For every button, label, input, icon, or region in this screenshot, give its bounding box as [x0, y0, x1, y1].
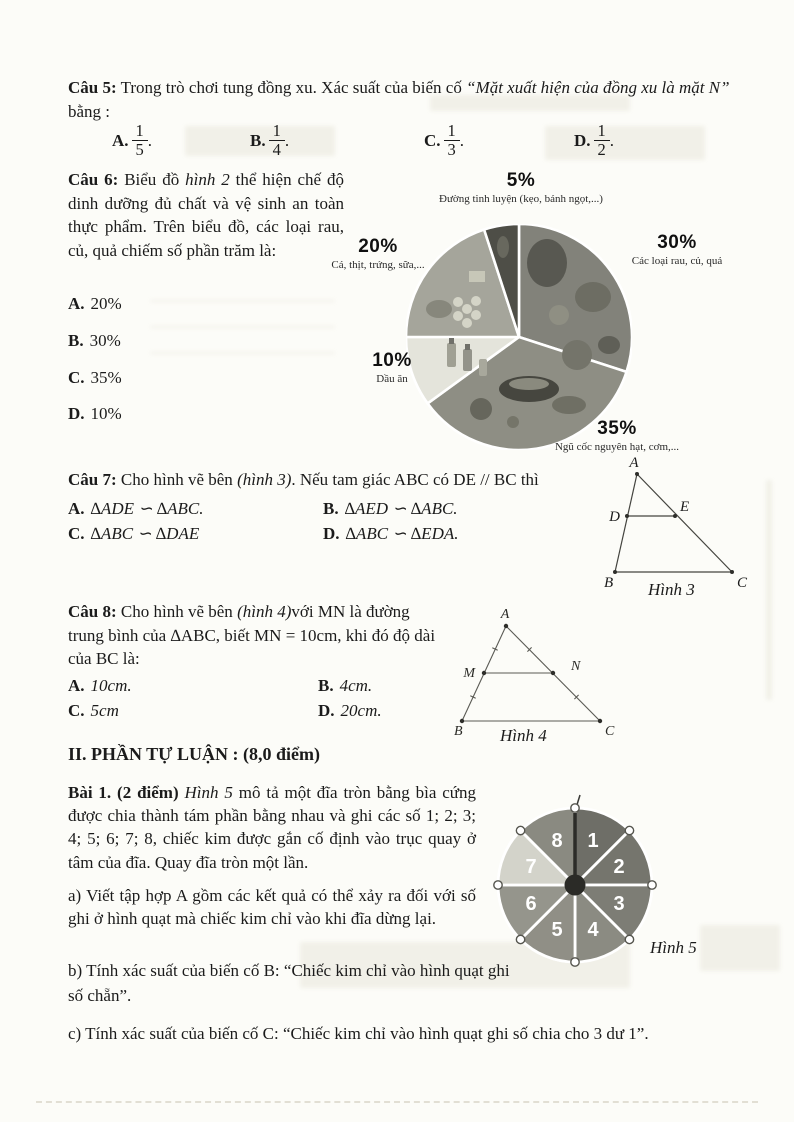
question-5: [68, 76, 740, 123]
point-label-D: D: [609, 509, 620, 525]
fraction-denominator: 2: [597, 140, 606, 160]
figure-3-lines: [615, 474, 732, 572]
question-7-tail: . Nếu tam giác ABC có DE // BC thì: [291, 470, 539, 489]
q7-option-d-value: ∆ABC ∽ ∆EDA.: [345, 524, 459, 543]
q7-option-a: [68, 499, 203, 519]
fraction-1-5: [132, 122, 148, 159]
question-7: [68, 468, 628, 492]
section-2-title: II. PHẦN TỰ LUẬN : (8,0 điểm): [68, 744, 320, 764]
bleedthrough-artifact: [150, 300, 335, 302]
fraction-numerator: 1: [444, 122, 460, 141]
q8-option-c-letter: C.: [68, 701, 85, 720]
problem-1-text: mô tả một đĩa tròn bằng bìa cứng được chia thành tám phần bằng nhau và ghi các số 1; 2; 3; 4; 5; 6; 7; 8, chiếc kim được gắn cố định vào trục quay ở tâm của đĩa. Quay đĩa tròn một lần.: [68, 783, 477, 872]
question-5-text: Trong trò chơi tung đồng xu. Xác suất của biến cố: [116, 78, 467, 97]
pie-category: Các loại rau, củ, quả: [631, 255, 723, 267]
q5-option-d: [574, 122, 614, 159]
q5-option-b-letter: B.: [250, 130, 266, 150]
problem-1-part-b: b) Tính xác suất của biến cố B: “Chiếc kim chỉ vào hình quạt ghi số chẵn”.: [68, 961, 510, 1005]
q8-option-a: [68, 676, 132, 696]
q6-option-c-letter: C.: [68, 368, 85, 387]
q8-option-c: [68, 701, 119, 721]
point-label-C: C: [737, 575, 748, 591]
bleedthrough-artifact: [700, 925, 780, 971]
q8-option-b-letter: B.: [318, 676, 334, 695]
q8-option-a-value: 10cm.: [90, 676, 132, 695]
q7-option-c-letter: C.: [68, 524, 85, 543]
q7-option-a-letter: A.: [68, 499, 85, 518]
question-8-text: Cho hình vẽ bên: [116, 602, 238, 621]
q6-option-b-value: 30%: [89, 331, 121, 350]
pie-label-30pct: [597, 232, 757, 268]
problem-1-part-c: c) Tính xác suất của biến cố C: “Chiếc kim chỉ vào hình quạt ghi số chia cho 3 dư 1”.: [68, 1024, 649, 1043]
point-label-E: E: [680, 499, 690, 515]
q6-option-a: [68, 294, 122, 314]
figure-3-caption: Hình 3: [648, 580, 695, 599]
pie-percent: 5%: [506, 170, 536, 191]
q5-option-b: [250, 122, 289, 159]
q8-option-d-letter: D.: [318, 701, 335, 720]
question-7-text: Cho hình vẽ bên: [116, 470, 238, 489]
q5-option-d-letter: D.: [574, 130, 591, 150]
question-5-tail: bằng :: [68, 101, 111, 121]
question-8-label: Câu 8:: [68, 602, 117, 621]
question-6-text: Biểu đồ: [118, 170, 186, 189]
question-6-label: Câu 6:: [68, 170, 119, 189]
q5-option-c-period: .: [459, 130, 465, 150]
bleedthrough-artifact: [766, 480, 772, 700]
q7-option-b-letter: B.: [323, 499, 339, 518]
q7-option-c: [68, 524, 199, 544]
point-label-A: A: [500, 607, 510, 622]
q5-option-d-period: .: [609, 130, 615, 150]
q5-option-c-letter: C.: [424, 130, 441, 150]
fraction-1-2: [594, 122, 610, 159]
q7-option-b-value: ∆AED ∽ ∆ABC.: [344, 499, 458, 518]
question-7-label: Câu 7:: [68, 470, 117, 489]
question-6-figure-ref: hình 2: [185, 170, 230, 189]
pie-label-5pct: [421, 170, 621, 206]
q7-option-d-letter: D.: [323, 524, 340, 543]
q8-option-d: [318, 701, 382, 721]
spinner-number-5: 5: [551, 919, 563, 941]
question-7-figure-ref: (hình 3): [237, 470, 292, 489]
spinner-hub: [565, 875, 586, 896]
question-5-label: Câu 5:: [68, 78, 117, 97]
q8-option-a-letter: A.: [68, 676, 85, 695]
spinner-number-1: 1: [587, 830, 599, 852]
q8-option-d-value: 20cm.: [340, 701, 382, 720]
pie-percent: 10%: [372, 350, 412, 371]
point-label-B: B: [604, 575, 614, 591]
pie-category: Cá, thịt, trứng, sữa,...: [331, 259, 425, 271]
spinner-number-7: 7: [525, 856, 537, 878]
q5-option-c: [424, 122, 464, 159]
fraction-1-3: [444, 122, 460, 159]
pie-label-20pct: [303, 236, 453, 272]
q5-option-a-letter: A.: [112, 130, 129, 150]
problem-1-label: Bài 1. (2 điểm): [68, 783, 179, 802]
spinner-number-6: 6: [525, 893, 537, 915]
fraction-numerator: 1: [269, 122, 285, 141]
figure-3-points: [613, 472, 734, 574]
question-6-tail: thể hiện chế độ dinh dưỡng đủ chất và vệ sinh an toàn thực phẩm. Trên biểu đồ, các loại rau, củ, quả chiếm số phần trăm là:: [68, 170, 344, 260]
problem-1: [68, 781, 476, 874]
q6-option-b: [68, 331, 121, 351]
fraction-denominator: 3: [447, 140, 456, 160]
q6-option-c: [68, 368, 122, 388]
q5-option-a: [112, 122, 152, 159]
pie-label-10pct: [337, 350, 447, 386]
pie-category: Đường tinh luyện (kẹo, bánh ngọt,...): [439, 193, 603, 205]
question-8-figure-ref: (hình 4): [237, 602, 292, 621]
question-8: [68, 600, 446, 671]
fraction-1-4: [269, 122, 285, 159]
spinner-number-3: 3: [613, 893, 625, 915]
question-5-event-text: “Mặt xuất hiện của đồng xu là mặt N”: [466, 78, 730, 97]
fraction-denominator: 4: [272, 140, 281, 160]
bleedthrough-artifact: [545, 126, 705, 160]
page-bottom-dashed-line: [36, 1101, 758, 1103]
bleedthrough-artifact: [150, 326, 335, 328]
problem-1-part-a: a) Viết tập hợp A gồm các kết quả có thể xảy ra đối với số ghi ở hình quạt mà chiếc kim chỉ vào khi đĩa dừng lại.: [68, 886, 476, 929]
q7-option-d: [323, 524, 458, 544]
point-label-M: M: [463, 666, 475, 681]
q8-option-b: [318, 676, 372, 696]
spinner-wheel-figure-5: [480, 790, 670, 980]
point-label-C: C: [605, 724, 615, 739]
q6-option-a-letter: A.: [68, 294, 85, 313]
point-label-A: A: [629, 455, 639, 471]
fraction-numerator: 1: [132, 122, 148, 141]
q7-option-c-value: ∆ABC ∽ ∆DAE: [90, 524, 200, 543]
pie-label-35pct: [522, 418, 712, 454]
point-label-N: N: [571, 659, 581, 674]
q6-option-d-value: 10%: [90, 404, 122, 423]
point-label-B: B: [454, 724, 463, 739]
question-8-tail: với MN là đường trung bình của ∆ABC, biết MN = 10cm, khi đó độ dài của BC là:: [68, 602, 436, 668]
q6-option-a-value: 20%: [90, 294, 122, 313]
q5-option-b-period: .: [284, 130, 290, 150]
pie-percent: 30%: [657, 232, 697, 253]
q6-option-b-letter: B.: [68, 331, 84, 350]
q7-option-a-value: ∆ADE ∽ ∆ABC.: [90, 499, 204, 518]
q8-option-c-value: 5cm: [90, 701, 119, 720]
q8-option-b-value: 4cm.: [339, 676, 373, 695]
pie-percent: 35%: [597, 418, 637, 439]
q6-option-c-value: 35%: [90, 368, 122, 387]
spinner-number-2: 2: [613, 856, 625, 878]
bleedthrough-artifact: [150, 352, 335, 354]
q6-option-d: [68, 404, 122, 424]
problem-1-figure-ref: Hình 5: [178, 783, 233, 802]
figure-5-caption: Hình 5: [650, 938, 697, 957]
pie-category: Ngũ cốc nguyên hạt, cơm,...: [554, 441, 680, 453]
spinner-number-4: 4: [587, 919, 599, 941]
figure-4-caption: Hình 4: [500, 726, 547, 745]
spinner-number-8: 8: [551, 830, 563, 852]
q6-option-d-letter: D.: [68, 404, 85, 423]
pie-category: Dầu ăn: [376, 373, 408, 385]
q7-option-b: [323, 499, 458, 519]
pie-percent: 20%: [358, 236, 398, 257]
fraction-denominator: 5: [135, 140, 144, 160]
fraction-numerator: 1: [594, 122, 610, 141]
q5-option-a-period: .: [147, 130, 153, 150]
